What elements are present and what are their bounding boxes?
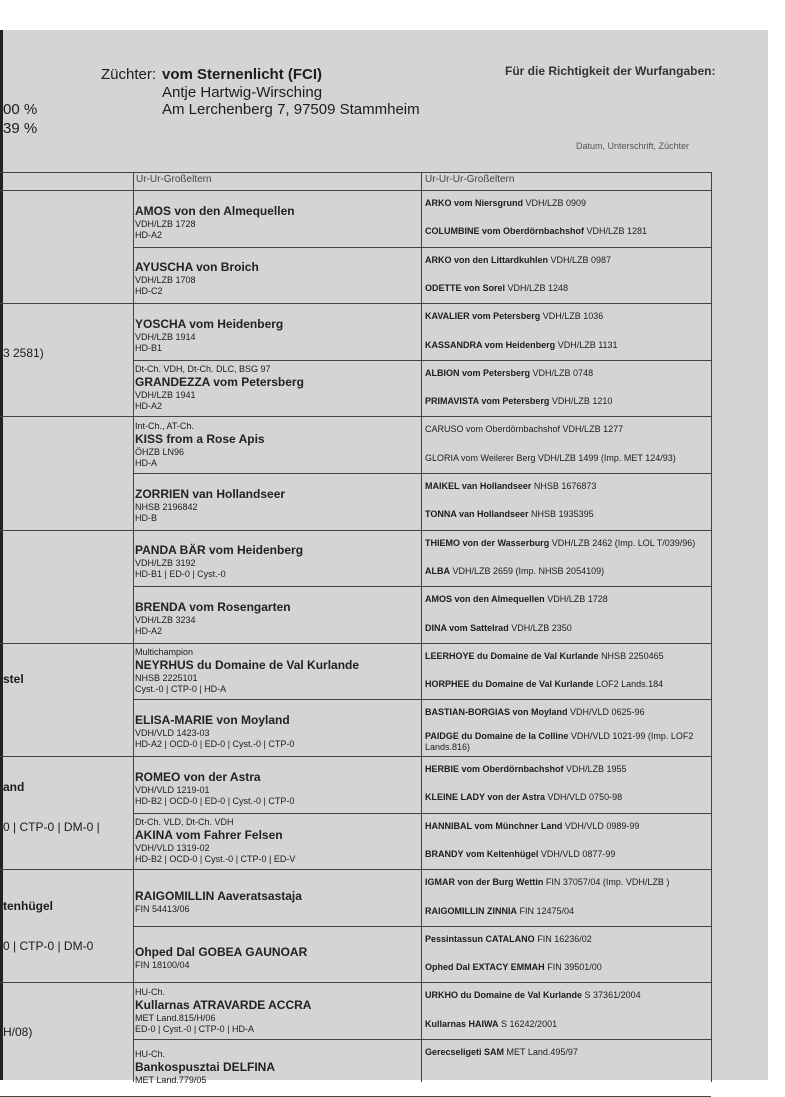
ancestor-cell bbox=[425, 821, 710, 832]
ancestor-name: Ohped Dal GOBEA GAUNOAR bbox=[135, 945, 308, 960]
ancestor-cell bbox=[135, 204, 419, 241]
row-divider bbox=[421, 869, 711, 870]
ancestor-cell bbox=[135, 600, 419, 637]
ancestor-registration: VDH/VLD 1319-02 bbox=[135, 842, 210, 853]
ancestor-title: Dt-Ch. VDH, Dt-Ch. DLC, BSG 97 bbox=[135, 364, 271, 375]
ancestor-fragment: stel bbox=[3, 671, 24, 686]
ancestor-registration: FIN 39501/00 bbox=[547, 962, 602, 973]
ancestor-name: RAIGOMILLIN ZINNIA bbox=[425, 905, 517, 916]
ancestor-registration: VDH/LZB 1281 bbox=[586, 226, 648, 237]
ancestor-health: HD-A2 | OCD-0 | ED-0 | Cyst.-0 | CTP-0 bbox=[135, 739, 295, 750]
ancestor-name: ALBION vom Petersberg bbox=[425, 367, 531, 378]
ancestor-cell bbox=[135, 543, 419, 580]
ancestor-name: ARKO vom Niersgrund bbox=[425, 198, 524, 208]
ancestor-registration: VDH/LZB 1248 bbox=[507, 282, 569, 293]
ancestor-cell bbox=[425, 453, 710, 464]
row-divider bbox=[421, 303, 711, 304]
ancestor-name: ZORRIEN van Hollandseer bbox=[135, 486, 286, 501]
ancestor-registration: NHSB 2196842 bbox=[135, 501, 198, 512]
ancestor-name: PAIDGE du Domaine de la Colline bbox=[425, 730, 569, 741]
ancestor-health: HD-C2 bbox=[135, 286, 163, 297]
ancestor-name: KISS from a Rose Apis bbox=[135, 431, 265, 446]
ancestor-cell bbox=[425, 311, 710, 322]
header-divider bbox=[0, 190, 711, 191]
ancestor-name: HERBIE vom Oberdörnbachshof bbox=[425, 764, 564, 774]
ancestor-name: HORPHEE du Domaine de Val Kurlande bbox=[425, 679, 594, 690]
ancestor-name: YOSCHA vom Heidenberg bbox=[135, 317, 284, 331]
ancestor-registration: VDH/LZB 0909 bbox=[525, 198, 587, 208]
ancestor-cell bbox=[135, 945, 419, 971]
ancestor-cell bbox=[425, 594, 710, 605]
ancestor-registration: CARUSO vom Oberdörnbachshof VDH/LZB 1277 bbox=[425, 424, 624, 435]
ancestor-registration: ÖHZB LN96 bbox=[135, 446, 185, 457]
ancestor-registration: VDH/VLD 0625-96 bbox=[570, 707, 645, 718]
ancestor-registration: MET Land.779/05 bbox=[135, 1074, 207, 1085]
ancestor-cell bbox=[425, 283, 710, 294]
ancestor-health: HD-A2 bbox=[135, 229, 163, 240]
ancestor-name: KASSANDRA vom Heidenberg bbox=[425, 339, 556, 350]
row-divider bbox=[421, 586, 711, 587]
ancestor-title: Multichampion bbox=[135, 647, 194, 658]
ancestor-registration: NHSB 2250465 bbox=[601, 650, 664, 661]
row-divider bbox=[421, 643, 711, 644]
ancestor-registration: VDH/VLD 1219-01 bbox=[135, 784, 210, 795]
ancestor-name: PRIMAVISTA vom Petersberg bbox=[425, 396, 550, 407]
ancestor-registration: VDH/VLD 0989-99 bbox=[564, 820, 640, 831]
ancestor-health: HD-A bbox=[135, 457, 157, 468]
row-divider bbox=[421, 756, 711, 757]
ancestor-registration: VDH/VLD 0750-98 bbox=[547, 792, 623, 803]
row-divider bbox=[421, 416, 711, 417]
ancestor-cell bbox=[425, 1019, 710, 1030]
percentage-fragment: 39 % bbox=[3, 120, 38, 137]
row-divider bbox=[421, 530, 711, 531]
ancestor-cell bbox=[425, 906, 710, 917]
ancestor-registration: VDH/VLD 0877-99 bbox=[540, 848, 616, 859]
ancestor-cell bbox=[425, 340, 710, 351]
ancestor-cell bbox=[425, 849, 710, 860]
ancestor-registration: VDH/LZB 1728 bbox=[135, 218, 196, 229]
row-divider bbox=[421, 360, 711, 361]
ancestor-cell bbox=[135, 987, 419, 1035]
ancestor-registration: VDH/LZB 0987 bbox=[550, 254, 612, 265]
row-divider bbox=[421, 1096, 711, 1097]
ancestor-cell bbox=[425, 877, 710, 888]
ancestor-name: AKINA vom Fahrer Felsen bbox=[135, 827, 283, 842]
header-great-great-grandparents: Ur-Ur-Großeltern bbox=[136, 174, 212, 185]
ancestor-cell bbox=[425, 623, 710, 634]
ancestor-cell bbox=[135, 317, 419, 354]
ancestor-cell bbox=[425, 481, 710, 492]
ancestor-name: HANNIBAL vom Münchner Land bbox=[425, 820, 563, 831]
ancestor-cell bbox=[425, 792, 710, 803]
ancestor-cell bbox=[425, 764, 710, 775]
row-divider bbox=[421, 473, 711, 474]
ancestor-name: PANDA BÄR vom Heidenberg bbox=[135, 543, 304, 558]
ancestor-name: ODETTE von Sorel bbox=[425, 282, 506, 293]
ancestor-registration: NHSB 1935395 bbox=[531, 509, 594, 520]
ancestor-registration: NHSB 1676873 bbox=[533, 481, 597, 491]
ancestor-name: AYUSCHA von Broich bbox=[135, 260, 259, 275]
ancestor-cell bbox=[425, 707, 710, 718]
ancestor-name: LEERHOYE du Domaine de Val Kurlande bbox=[425, 650, 599, 661]
ancestor-registration: FIN 54413/06 bbox=[135, 903, 190, 914]
ancestor-health: HD-B2 | OCD-0 | Cyst.-0 | CTP-0 | ED-V bbox=[135, 853, 296, 864]
ancestor-cell bbox=[135, 889, 419, 915]
row-divider bbox=[421, 813, 711, 814]
ancestor-name: KLEINE LADY von der Astra bbox=[425, 792, 546, 803]
ancestor-health: HD-B1 bbox=[135, 343, 163, 353]
ancestor-cell bbox=[425, 424, 710, 435]
ancestor-registration: VDH/LZB 1131 bbox=[557, 339, 618, 350]
ancestor-name: BRENDA vom Rosengarten bbox=[135, 600, 291, 614]
ancestor-name: NEYRHUS du Domaine de Val Kurlande bbox=[135, 658, 360, 673]
ancestor-cell bbox=[135, 770, 419, 807]
ancestor-health: HD-A2 bbox=[135, 401, 163, 412]
ancestor-name: ARKO von den Littardkuhlen bbox=[425, 254, 549, 265]
ancestor-cell bbox=[425, 368, 710, 379]
ancestor-name: Pessintassun CATALANO bbox=[425, 933, 535, 944]
ancestor-fragment: 0 | CTP-0 | DM-0 | bbox=[3, 820, 100, 834]
ancestor-title: Int-Ch., AT-Ch. bbox=[135, 420, 194, 431]
ancestor-registration: VDH/LZB 1914 bbox=[135, 332, 196, 342]
ancestor-fragment: tenhügel bbox=[3, 899, 53, 914]
ancestor-health: Cyst.-0 | CTP-0 | HD-A bbox=[135, 684, 227, 695]
table-top-border bbox=[0, 172, 711, 173]
ancestor-registration: FIN 16236/02 bbox=[537, 933, 592, 944]
column-divider bbox=[421, 172, 422, 1082]
ancestor-fragment: 3 2581) bbox=[3, 346, 44, 361]
ancestor-name: URKHO du Domaine de Val Kurlande bbox=[425, 990, 583, 1001]
ancestor-name: ROMEO von der Astra bbox=[135, 769, 261, 784]
ancestor-registration: VDH/LZB 2659 (Imp. NHSB 2054109) bbox=[452, 565, 605, 576]
ancestor-cell bbox=[425, 1047, 710, 1058]
ancestor-health: ED-0 | Cyst.-0 | CTP-0 | HD-A bbox=[135, 1023, 255, 1034]
row-divider bbox=[421, 982, 711, 983]
ancestor-registration: VDH/LZB 0748 bbox=[532, 367, 594, 378]
header-great-great-great-grandparents: Ur-Ur-Ur-Großeltern bbox=[425, 174, 515, 185]
ancestor-registration: FIN 12475/04 bbox=[519, 905, 575, 916]
ancestor-registration: GLORIA vom Weilerer Berg VDH/LZB 1499 (Imp. MET 124/93) bbox=[425, 452, 676, 463]
ancestor-health: HD-B bbox=[135, 512, 157, 523]
ancestor-cell bbox=[425, 990, 710, 1001]
ancestor-cell bbox=[425, 679, 710, 690]
ancestor-name: Ophed Dal EXTACY EMMAH bbox=[425, 962, 545, 973]
ancestor-cell bbox=[135, 1049, 419, 1086]
ancestor-registration: S 37361/2004 bbox=[584, 990, 641, 1001]
ancestor-cell bbox=[425, 651, 710, 662]
ancestor-health: HD-A2 bbox=[135, 626, 163, 636]
ancestor-title: HU-Ch. bbox=[135, 986, 166, 997]
ancestor-health: HD-B1 | ED-0 | Cyst.-0 bbox=[135, 569, 226, 580]
ancestor-name: ALBA bbox=[425, 565, 450, 576]
ancestor-registration: VDH/VLD 1423-03 bbox=[135, 728, 210, 739]
ancestor-cell bbox=[135, 487, 419, 524]
ancestor-cell bbox=[425, 198, 710, 209]
ancestor-name: TONNA van Hollandseer bbox=[425, 509, 529, 520]
ancestor-registration: VDH/LZB 1036 bbox=[542, 311, 604, 322]
ancestor-name: COLUMBINE vom Oberdörnbachshof bbox=[425, 226, 585, 237]
ancestor-title: HU-Ch. bbox=[135, 1048, 166, 1059]
ancestor-name: THIEMO von der Wasserburg bbox=[425, 537, 550, 548]
ancestor-registration: VDH/LZB 2350 bbox=[511, 622, 572, 633]
ancestor-registration: VDH/LZB 3192 bbox=[135, 558, 196, 569]
ancestor-cell bbox=[135, 647, 419, 695]
breeder-label: Züchter: bbox=[101, 66, 157, 83]
certification-heading: Für die Richtigkeit der Wurfangaben: bbox=[505, 64, 716, 78]
breeder-kennel: vom Sternenlicht (FCI) bbox=[162, 66, 323, 83]
ancestor-name: Bankospusztai DELFINA bbox=[135, 1059, 276, 1074]
ancestor-registration: VDH/LZB 1210 bbox=[551, 396, 613, 407]
row-divider bbox=[421, 247, 711, 248]
ancestor-registration: MET Land.495/97 bbox=[506, 1047, 578, 1057]
ancestor-cell bbox=[135, 260, 419, 297]
ancestor-cell bbox=[425, 566, 710, 577]
column-divider bbox=[133, 172, 134, 1082]
ancestor-title: Dt-Ch. VLD, Dt-Ch. VDH bbox=[135, 816, 234, 827]
column-divider bbox=[711, 172, 712, 1082]
ancestor-cell bbox=[425, 934, 710, 945]
ancestor-registration: VDH/VLD 1021-99 (Imp. LOF2 Lands.816) bbox=[425, 730, 694, 752]
ancestor-name: AMOS von den Almequellen bbox=[135, 203, 295, 218]
ancestor-registration: MET Land.815/H/06 bbox=[135, 1012, 216, 1023]
ancestor-fragment: and bbox=[3, 780, 25, 794]
breeder-address: Am Lerchenberg 7, 97509 Stammheim bbox=[162, 101, 420, 118]
ancestor-name: DINA vom Sattelrad bbox=[425, 622, 509, 633]
ancestor-fragment: 0 | CTP-0 | DM-0 bbox=[3, 939, 94, 954]
ancestor-registration: VDH/LZB 3234 bbox=[135, 615, 196, 625]
ancestor-cell bbox=[135, 364, 419, 412]
ancestor-name: GRANDEZZA vom Petersberg bbox=[135, 375, 304, 390]
ancestor-registration: VDH/LZB 1728 bbox=[547, 594, 608, 605]
ancestor-registration: S 16242/2001 bbox=[501, 1018, 558, 1029]
ancestor-cell bbox=[135, 713, 419, 750]
ancestor-cell bbox=[425, 255, 710, 266]
percentage-fragment: 00 % bbox=[3, 101, 38, 118]
ancestor-health: HD-B2 | OCD-0 | ED-0 | Cyst.-0 | CTP-0 bbox=[135, 795, 295, 806]
ancestor-cell bbox=[425, 509, 710, 520]
ancestor-cell bbox=[425, 962, 710, 973]
signature-label: Datum, Unterschrift, Züchter bbox=[576, 141, 690, 151]
ancestor-cell bbox=[425, 538, 710, 549]
ancestor-registration: NHSB 2225101 bbox=[135, 673, 198, 684]
ancestor-name: MAIKEL van Hollandseer bbox=[425, 481, 532, 491]
ancestor-name: Gerecseligeti SAM bbox=[425, 1047, 505, 1057]
ancestor-name: RAIGOMILLIN Aaveratsastaja bbox=[135, 888, 302, 903]
ancestor-registration: VDH/LZB 1955 bbox=[566, 764, 627, 774]
ancestor-name: IGMAR von der Burg Wettin bbox=[425, 877, 544, 888]
ancestor-cell bbox=[135, 421, 419, 469]
ancestor-registration: FIN 18100/04 bbox=[135, 960, 190, 971]
row-divider bbox=[421, 699, 711, 700]
ancestor-name: ELISA-MARIE von Moyland bbox=[135, 713, 290, 728]
ancestor-name: BRANDY vom Keltenhügel bbox=[425, 848, 539, 859]
ancestor-registration: VDH/LZB 1708 bbox=[135, 275, 196, 286]
breeder-owner: Antje Hartwig-Wirsching bbox=[162, 84, 323, 101]
ancestor-cell bbox=[425, 731, 710, 753]
ancestor-name: KAVALIER vom Petersberg bbox=[425, 311, 541, 322]
ancestor-name: BASTIAN-BORGIAS von Moyland bbox=[425, 707, 568, 718]
ancestor-name: AMOS von den Almequellen bbox=[425, 594, 545, 605]
row-divider bbox=[421, 1039, 711, 1040]
ancestor-registration: FIN 37057/04 (Imp. VDH/LZB ) bbox=[545, 877, 670, 888]
ancestor-fragment: H/08) bbox=[3, 1025, 33, 1040]
ancestor-registration: VDH/LZB 2462 (Imp. LOL T/039/96) bbox=[551, 537, 696, 548]
ancestor-name: Kullarnas HAIWA bbox=[425, 1018, 499, 1029]
ancestor-cell bbox=[135, 817, 419, 865]
ancestor-name: Kullarnas ATRAVARDE ACCRA bbox=[135, 997, 312, 1012]
ancestor-cell bbox=[425, 226, 710, 237]
ancestor-registration: LOF2 Lands.184 bbox=[596, 679, 664, 690]
row-divider bbox=[421, 926, 711, 927]
ancestor-registration: VDH/LZB 1941 bbox=[135, 390, 196, 401]
ancestor-cell bbox=[425, 396, 710, 407]
